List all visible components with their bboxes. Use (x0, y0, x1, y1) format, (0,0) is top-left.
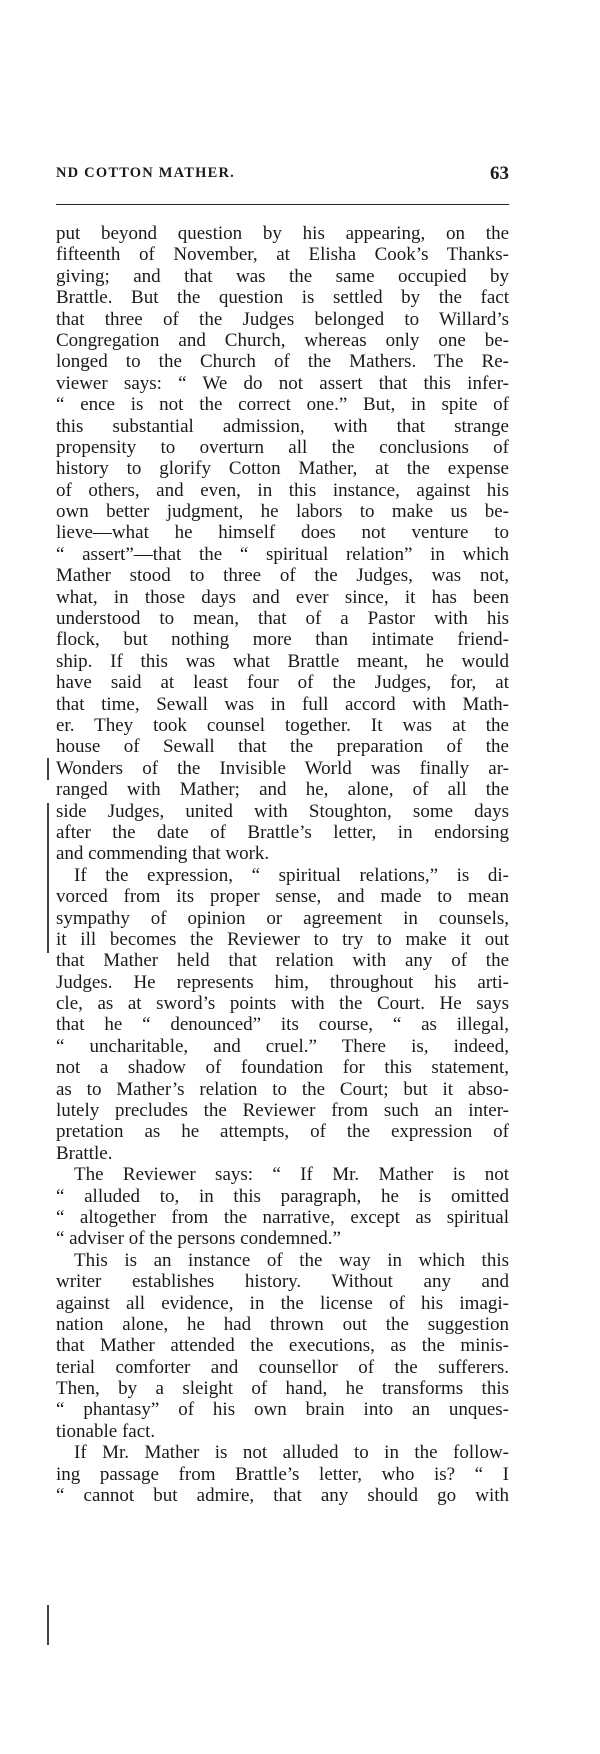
body-text (56, 223, 509, 1643)
text-line: “ cannot but admire, that any should go with (56, 1485, 509, 1507)
text-line: of others, and even, in this instance, against his (56, 479, 509, 501)
text-line: “ adviser of the persons condemned.” (56, 1228, 341, 1250)
paragraph (56, 1164, 509, 1250)
paragraph (56, 223, 509, 865)
text-line: ing passage from Brattle’s letter, who is? “ I (56, 1463, 509, 1485)
text-line: that three of the Judges belonged to Willard’s (56, 308, 509, 330)
text-line: put beyond question by his appearing, on the (56, 223, 509, 244)
text-line: tionable fact. (56, 1420, 156, 1442)
text-line: writer establishes history. Without any and (56, 1271, 509, 1293)
text-line: Wonders of the Invisible World was finally ar- (56, 757, 509, 779)
text-line: that time, Sewall was in full accord with Math- (56, 693, 509, 715)
text-line: If Mr. Mather is not alluded to in the follow- (74, 1442, 509, 1464)
text-line: Brattle. But the question is settled by the fact (56, 287, 509, 309)
page-number: 63 (490, 163, 509, 184)
paragraph (56, 1442, 509, 1506)
text-line: house of Sewall that the preparation of the (56, 736, 509, 758)
text-line: “ assert”—that the “ spiritual relation” in which (56, 543, 509, 565)
text-line: understood to mean, that of a Pastor with his (56, 608, 509, 630)
text-line: sympathy of opinion or agreement in counsels, (56, 907, 509, 929)
text-line: longed to the Church of the Mathers. The Re- (56, 351, 509, 373)
text-line: ranged with Mather; and he, alone, of all the (56, 779, 509, 801)
text-line: Mather stood to three of the Judges, was not, (56, 565, 509, 587)
text-line: giving; and that was the same occupied by (56, 265, 509, 287)
text-line: Congregation and Church, whereas only one be- (56, 329, 509, 351)
text-line: what, in those days and ever since, it has been (56, 586, 509, 608)
text-line: terial comforter and counsellor of the sufferers. (56, 1356, 509, 1378)
text-line: history to glorify Cotton Mather, at the expense (56, 458, 509, 480)
text-line: fifteenth of November, at Elisha Cook’s Thanks- (56, 244, 509, 266)
header-rule (56, 204, 509, 205)
text-line: propensity to overturn all the conclusions of (56, 436, 509, 458)
paragraph (56, 1250, 509, 1443)
text-line: cle, as at sword’s points with the Court. He says (56, 993, 509, 1015)
text-line: “ alluded to, in this paragraph, he is omitted (56, 1185, 509, 1207)
text-line: “ altogether from the narrative, except as spiritual (56, 1206, 509, 1228)
text-line: not a shadow of foundation for this statement, (56, 1057, 509, 1079)
text-line: Then, by a sleight of hand, he transforms this (56, 1378, 509, 1400)
text-line: “ ence is not the correct one.” But, in spite of (56, 394, 509, 416)
text-line: after the date of Brattle’s letter, in endorsing (56, 821, 509, 843)
paragraph (56, 865, 509, 1164)
text-line: own better judgment, he labors to make us be- (56, 501, 509, 523)
text-line: If the expression, “ spiritual relations,” is di- (74, 864, 509, 886)
text-line: it ill becomes the Reviewer to try to make it out (56, 928, 509, 950)
text-line: vorced from its proper sense, and made to mean (56, 886, 509, 908)
margin-mark (47, 1605, 49, 1645)
text-line: nation alone, he had thrown out the suggestion (56, 1313, 509, 1335)
text-line: viewer says: “ We do not assert that this infer- (56, 372, 509, 394)
margin-mark (47, 758, 49, 780)
running-head (56, 163, 509, 185)
running-title: ND COTTON MATHER. (56, 165, 235, 181)
text-line: have said at least four of the Judges, for, at (56, 672, 509, 694)
text-line: and commending that work. (56, 843, 270, 865)
text-line: that he “ denounced” its course, “ as illegal, (56, 1014, 509, 1036)
text-line: er. They took counsel together. It was at the (56, 714, 509, 736)
text-line: Judges. He represents him, throughout his arti- (56, 971, 509, 993)
text-line: The Reviewer says: “ If Mr. Mather is not (74, 1164, 509, 1186)
text-line: as to Mather’s relation to the Court; but it abso- (56, 1078, 509, 1100)
text-line: that Mather attended the executions, as the minis- (56, 1335, 509, 1357)
text-line: “ uncharitable, and cruel.” There is, indeed, (56, 1035, 509, 1057)
text-line: lutely precludes the Reviewer from such an inter- (56, 1100, 509, 1122)
text-line: ship. If this was what Brattle meant, he would (56, 650, 509, 672)
text-line: that Mather held that relation with any of the (56, 950, 509, 972)
margin-mark (47, 803, 49, 953)
text-line: this substantial admission, with that strange (56, 415, 509, 437)
text-line: against all evidence, in the license of his imagi- (56, 1292, 509, 1314)
text-line: flock, but nothing more than intimate friend- (56, 629, 509, 651)
text-line: This is an instance of the way in which this (74, 1249, 509, 1271)
text-line: Brattle. (56, 1142, 113, 1164)
text-line: pretation as he attempts, of the expression of (56, 1121, 509, 1143)
text-line: lieve—what he himself does not venture to (56, 522, 509, 544)
text-line: “ phantasy” of his own brain into an unques- (56, 1399, 509, 1421)
text-line: side Judges, united with Stoughton, some days (56, 800, 509, 822)
